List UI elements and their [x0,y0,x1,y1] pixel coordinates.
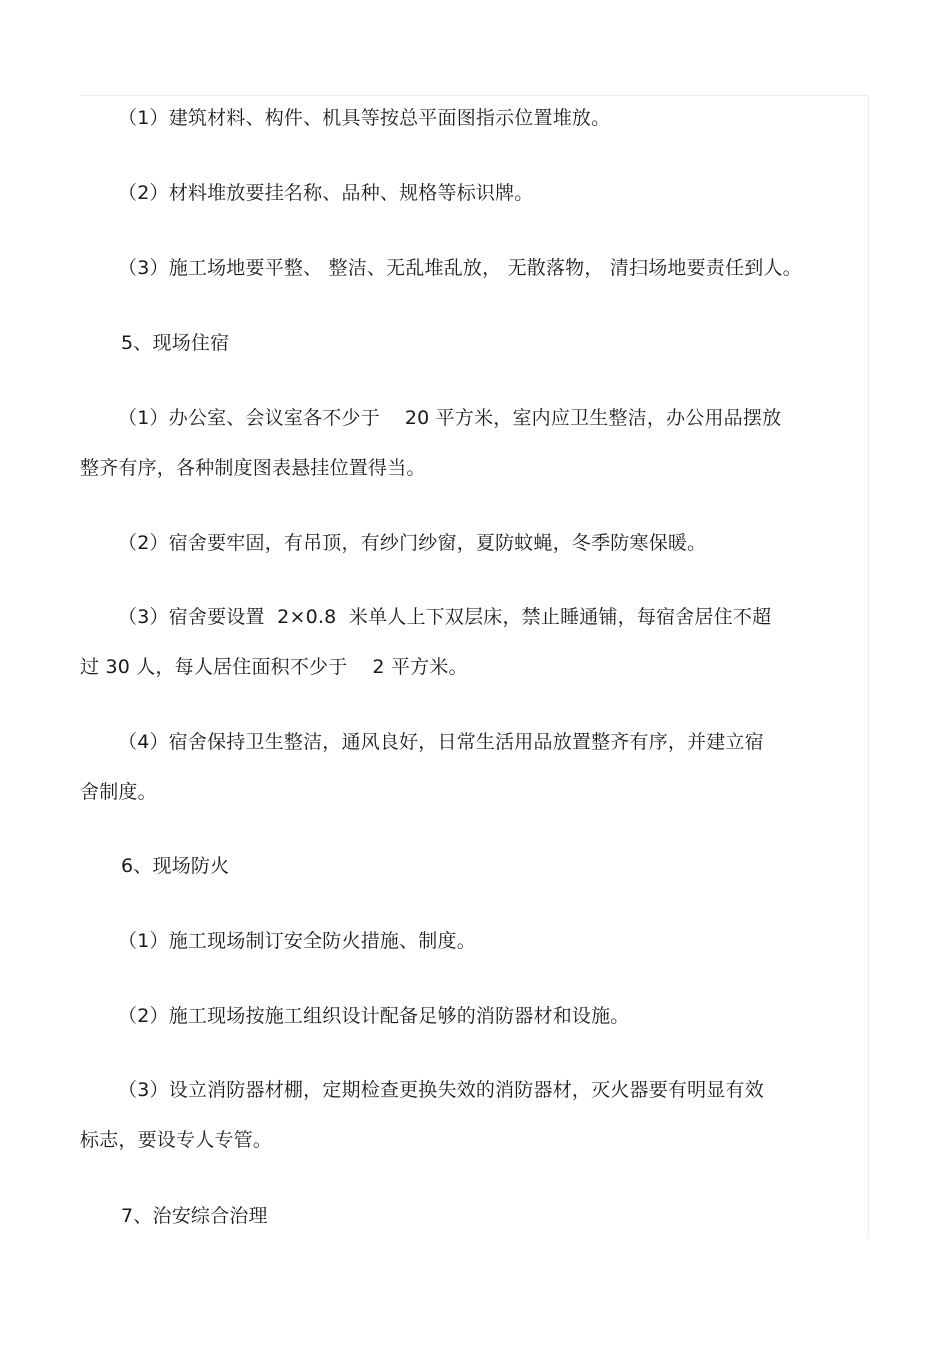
item-3-extinguisher-shed-line-2: 标志，要设专人专管。 [80,1129,273,1151]
section-heading-public-security: 7、治安综合治理 [121,1205,268,1227]
item-1-office-line-1: （1）办公室、会议室各不少于 20 平方米，室内应卫生整洁，办公用品摆放 [118,407,782,429]
item-4-dormitory-hygiene-line-1: （4）宿舍保持卫生整洁，通风良好，日常生活用品放置整齐有序，并建立宿 [118,731,764,753]
item-1-materials-stacking: （1）建筑材料、构件、机具等按总平面图指示位置堆放。 [118,107,611,129]
item-1-fire-measures: （1）施工现场制订安全防火措施、制度。 [118,930,476,952]
item-2-identification-signs: （2）材料堆放要挂名称、品种、规格等标识牌。 [118,182,534,204]
item-3-dormitory-beds-line-2: 过 30 人，每人居住面积不少于 2 平方米。 [80,656,468,678]
item-2-dormitory-structure: （2）宿舍要牢固，有吊顶，有纱门纱窗，夏防蚊蝇，冬季防寒保暖。 [118,532,707,554]
item-2-fire-equipment: （2）施工现场按施工组织设计配备足够的消防器材和设施。 [118,1005,630,1027]
item-1-office-line-2: 整齐有序，各种制度图表悬挂位置得当。 [80,457,426,479]
item-3-extinguisher-shed-line-1: （3）设立消防器材棚，定期检查更换失效的消防器材，灭火器要有明显有效 [118,1079,764,1101]
item-3-site-cleanliness: （3）施工场地要平整、 整洁、无乱堆乱放， 无散落物， 清扫场地要责任到人。 [118,257,802,279]
item-4-dormitory-hygiene-line-2: 舍制度。 [80,781,157,803]
section-heading-fire-prevention: 6、现场防火 [121,855,230,877]
section-heading-accommodation: 5、现场住宿 [121,332,230,354]
item-3-dormitory-beds-line-1: （3）宿舍要设置 2×0.8 米单人上下双层床，禁止睡通铺，每宿舍居住不超 [118,606,772,628]
